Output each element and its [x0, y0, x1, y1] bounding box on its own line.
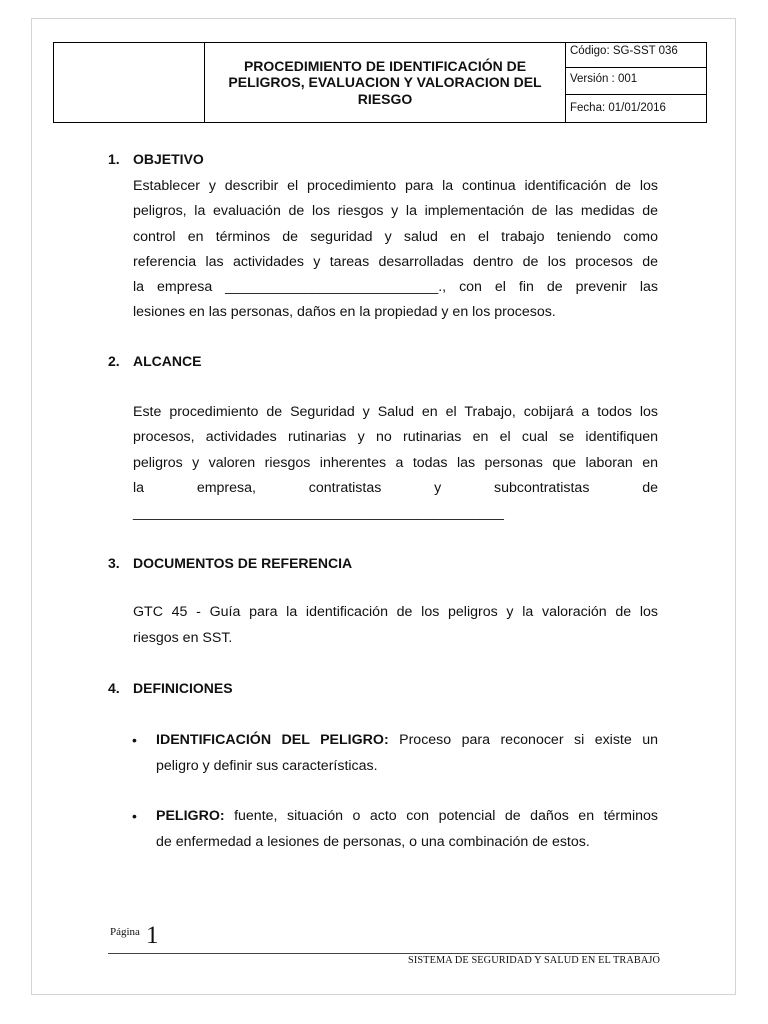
paragraph-line: procesos, actividades rutinarias y no rutinarias en el cual se identifiquen: [133, 429, 658, 446]
definition-text: [156, 804, 658, 855]
footer-page-label: Página: [110, 926, 140, 938]
section-number: 4.: [108, 680, 120, 696]
paragraph-line: GTC 45 - Guía para la identificación de los peligros y la valoración de los: [133, 604, 658, 620]
paragraph-line: riesgos en SST.: [133, 629, 233, 646]
section-heading-definiciones: [108, 680, 233, 696]
section-title: ALCANCE: [133, 353, 202, 369]
section-title: OBJETIVO: [133, 151, 204, 167]
definition-description: Proceso para reconocer si existe un: [388, 732, 658, 748]
paragraph-line: Este procedimiento de Seguridad y Salud en el Trabajo, cobijará a todos los: [133, 404, 658, 420]
section-heading-documentos: [108, 555, 352, 571]
code-cell: Código: SG-SST 036: [566, 43, 707, 68]
title-cell: [205, 43, 566, 122]
objetivo-paragraph: [133, 174, 658, 326]
definition-text: [156, 728, 658, 779]
definition-line: [156, 728, 658, 754]
paragraph-line: la empresa, contratistas y subcontratistas de: [133, 479, 658, 496]
definition-description: fuente, situación o acto con potencial de daños en términos: [224, 808, 658, 824]
section-title: DOCUMENTOS DE REFERENCIA: [133, 555, 353, 571]
footer-divider: [108, 953, 659, 954]
documentos-paragraph: [133, 600, 658, 651]
definition-line: peligro y definir sus características.: [156, 757, 378, 774]
section-title: DEFINICIONES: [133, 680, 233, 696]
bullet-dot-icon: •: [132, 808, 137, 824]
paragraph-line: _______________________________________________: [133, 505, 504, 522]
paragraph-line: peligros, la evaluación de los riesgos y la implementación de las medidas de: [133, 203, 658, 220]
paragraph-line: la empresa ___________________________., con el fin de prevenir las: [133, 279, 658, 296]
paragraph-line: control en términos de seguridad y salud en el trabajo teniendo como: [133, 228, 658, 245]
footer-page-number: 1: [146, 922, 159, 949]
date-cell: Fecha: 01/01/2016: [570, 102, 666, 114]
logo-cell: [54, 43, 205, 122]
definition-line: de enfermedad a lesiones de personas, o una combinación de estos.: [156, 833, 590, 850]
alcance-paragraph: [133, 400, 658, 526]
section-number: 2.: [108, 353, 120, 369]
document-title: PROCEDIMIENTO DE IDENTIFICACIÓN DE PELIGROS, EVALUACION Y VALORACION DEL RIESGO: [228, 57, 542, 107]
definition-term: PELIGRO:: [156, 808, 225, 824]
section-heading-objetivo: [108, 151, 204, 167]
section-number: 3.: [108, 555, 120, 571]
version-cell: Versión : 001: [566, 69, 707, 95]
paragraph-line: Establecer y describir el procedimiento para la continua identificación de los: [133, 178, 658, 194]
paragraph-line: referencia las actividades y tareas desarrolladas dentro de los procesos de: [133, 253, 658, 270]
footer-system-text: SISTEMA DE SEGURIDAD Y SALUD EN EL TRABAJO: [408, 955, 660, 966]
paragraph-line: lesiones en las personas, daños en la propiedad y en los procesos.: [133, 304, 556, 321]
bullet-dot-icon: •: [132, 732, 137, 748]
section-heading-alcance: [108, 353, 201, 369]
paragraph-line: peligros y valoren riesgos inherentes a todas las personas que laboran en: [133, 454, 658, 471]
section-number: 1.: [108, 151, 120, 167]
definition-term: IDENTIFICACIÓN DEL PELIGRO:: [156, 732, 389, 748]
document-header-table: [53, 42, 707, 123]
definition-line: [156, 804, 658, 830]
